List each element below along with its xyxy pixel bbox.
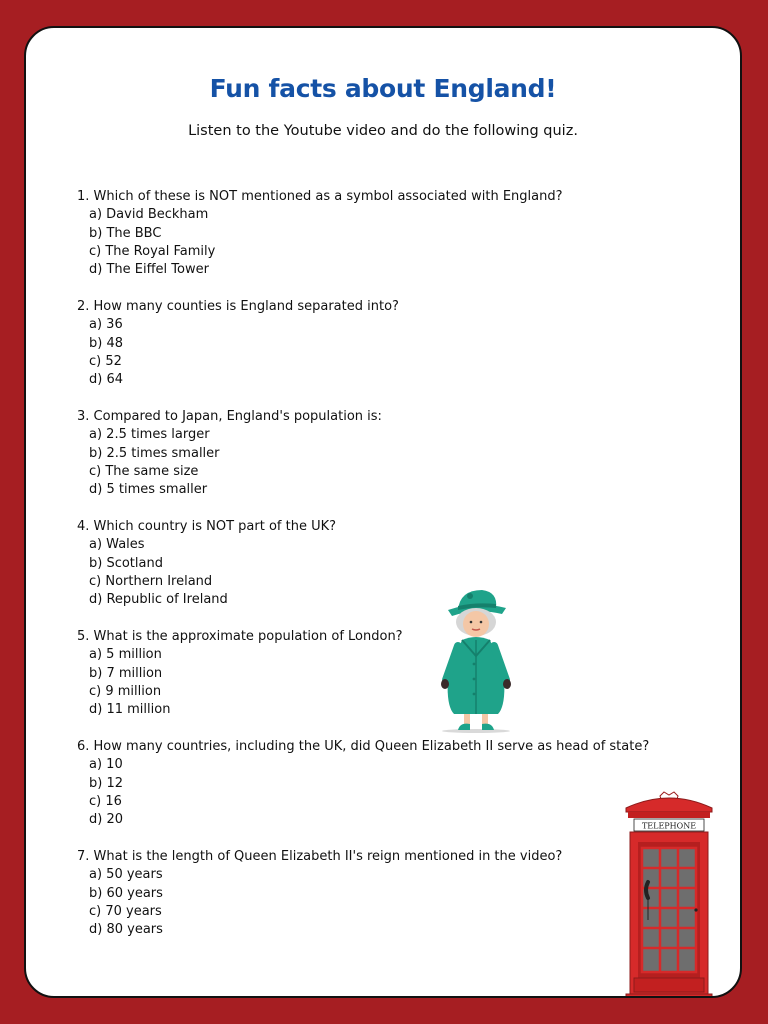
option-a: a) 5 million — [89, 647, 162, 663]
option-a: a) 36 — [89, 317, 123, 333]
question-text: 4. Which country is NOT part of the UK? — [77, 518, 337, 534]
option-d: d) Republic of Ireland — [89, 592, 228, 608]
option-a: a) 10 — [89, 757, 123, 773]
option-b: b) 48 — [89, 335, 123, 351]
option-d: d) 11 million — [89, 702, 171, 718]
page-subtitle: Listen to the Youtube video and do the following quiz. — [188, 123, 578, 139]
question-text: 5. What is the approximate population of London? — [77, 628, 403, 644]
option-a: a) 50 years — [89, 867, 163, 883]
option-b: b) 2.5 times smaller — [89, 445, 220, 461]
question-3 — [77, 408, 677, 499]
option-d: d) 5 times smaller — [89, 482, 208, 498]
question-2 — [77, 298, 677, 389]
option-b: b) 60 years — [89, 885, 163, 901]
option-c: c) The same size — [89, 463, 199, 479]
question-text: 6. How many countries, including the UK, did Queen Elizabeth II serve as head of state? — [77, 738, 650, 754]
option-a: a) 2.5 times larger — [89, 427, 210, 443]
option-d: d) 64 — [89, 372, 123, 388]
option-b: b) Scotland — [89, 555, 163, 571]
option-c: c) Northern Ireland — [89, 573, 213, 589]
booth-sign: TELEPHONE — [641, 821, 697, 831]
option-a: a) David Beckham — [89, 207, 209, 223]
option-b: b) The BBC — [89, 225, 162, 241]
question-6 — [77, 738, 677, 829]
question-text: 7. What is the length of Queen Elizabeth II's reign mentioned in the video? — [77, 848, 563, 864]
page-title: Fun facts about England! — [209, 74, 557, 103]
option-d: d) The Eiffel Tower — [89, 262, 209, 278]
option-c: c) 9 million — [89, 683, 162, 699]
option-c: c) The Royal Family — [89, 243, 216, 259]
question-5 — [77, 628, 677, 719]
question-text: 2. How many counties is England separated into? — [77, 298, 399, 314]
option-b: b) 7 million — [89, 665, 163, 681]
question-1 — [77, 188, 677, 279]
option-c: c) 16 — [89, 793, 122, 809]
option-c: c) 52 — [89, 353, 122, 369]
option-b: b) 12 — [89, 775, 123, 791]
question-4 — [77, 518, 677, 609]
worksheet-card — [24, 26, 742, 998]
queen-illustration — [436, 584, 516, 734]
option-d: d) 80 years — [89, 922, 163, 938]
option-d: d) 20 — [89, 812, 123, 828]
option-c: c) 70 years — [89, 903, 162, 919]
question-text: 1. Which of these is NOT mentioned as a symbol associated with England? — [77, 189, 563, 204]
question-text: 3. Compared to Japan, England's population is: — [77, 408, 382, 424]
question-7 — [77, 848, 677, 939]
option-a: a) Wales — [89, 537, 145, 553]
quiz-list — [77, 188, 677, 958]
telephone-booth-illustration — [624, 790, 714, 998]
